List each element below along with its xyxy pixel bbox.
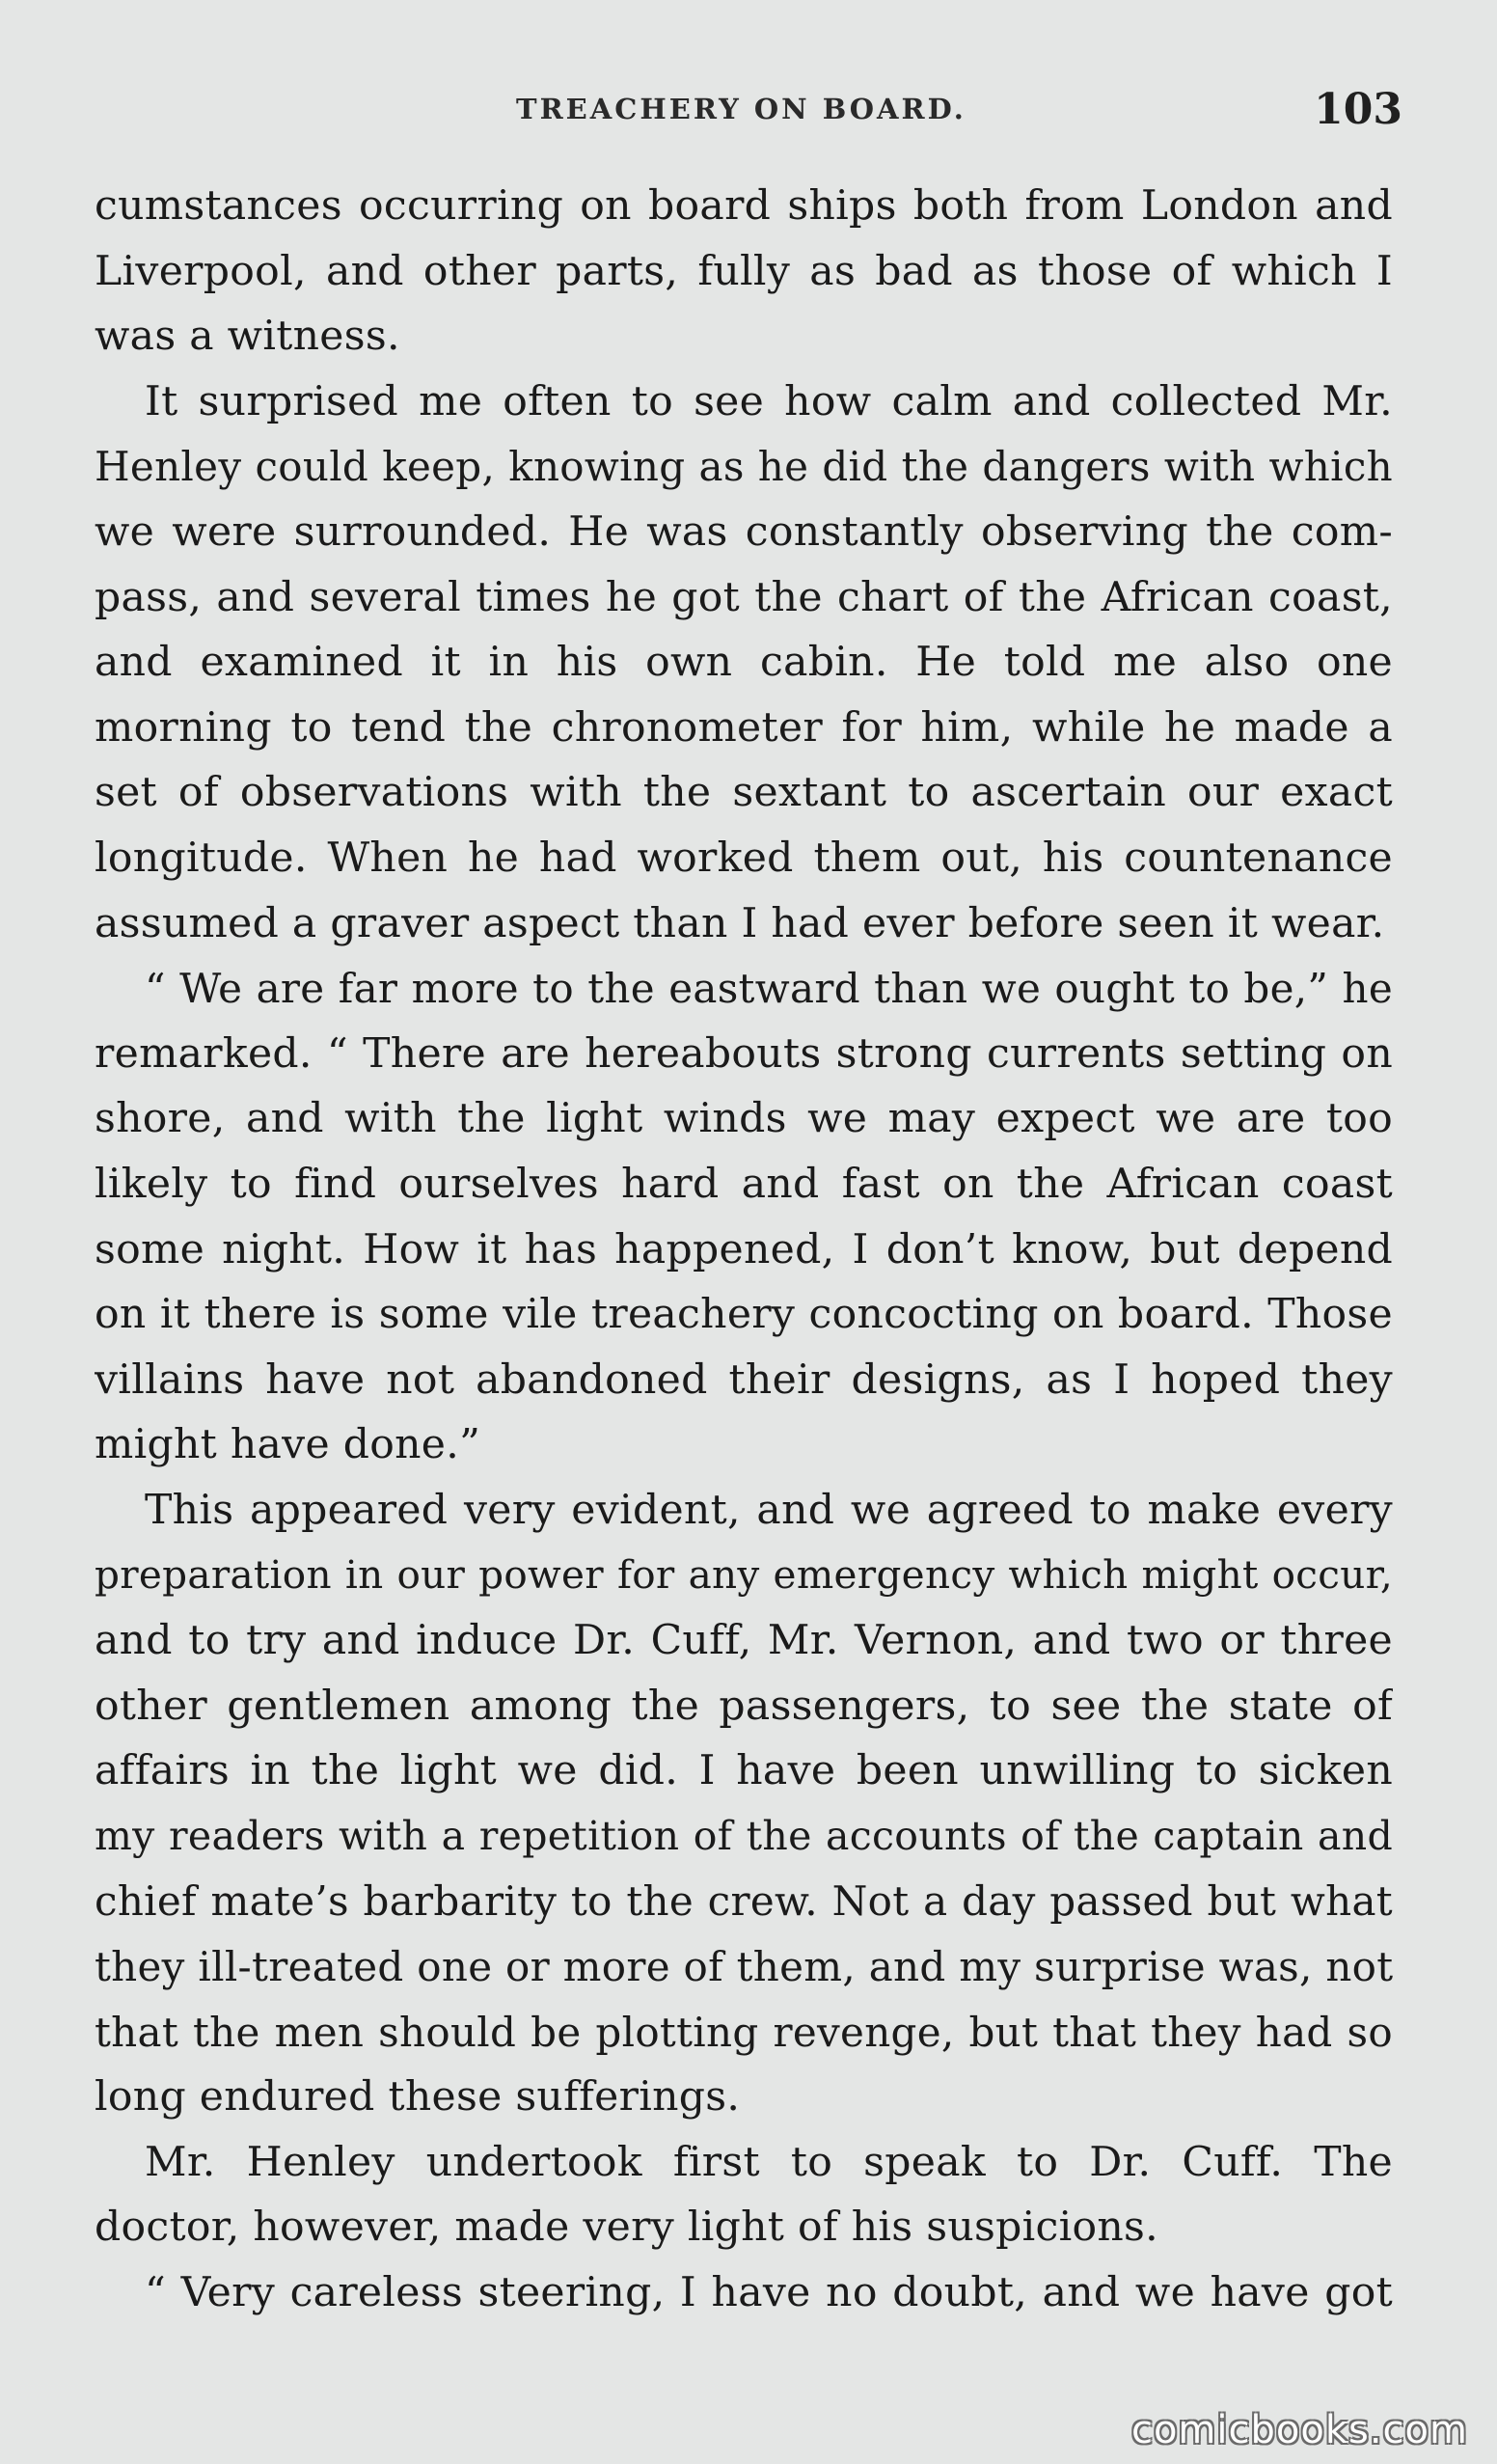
running-head: TREACHERY ON BOARD. xyxy=(516,93,966,125)
text-line: This appeared very evident, and we agreed to make every xyxy=(145,1486,1393,1534)
text-line: they ill-treated one or more of them, and my surprise was, not xyxy=(95,1943,1393,1991)
text-line: we were surrounded. He was constantly observing the com- xyxy=(95,507,1393,556)
text-line: that the men should be plotting revenge, but that they had so xyxy=(95,2008,1393,2056)
text-line: doctor, however, made very light of his suspicions. xyxy=(95,2204,1158,2252)
text-line: Henley could keep, knowing as he did the dangers with which xyxy=(95,443,1393,491)
text-line: shore, and with the light winds we may expect we are too xyxy=(95,1095,1393,1143)
text-line: “ We are far more to the eastward than we ought to be,” he xyxy=(145,965,1393,1013)
text-line: my readers with a repetition of the accounts of the captain and xyxy=(95,1812,1393,1859)
text-line: It surprised me often to see how calm and collected Mr. xyxy=(145,377,1393,425)
text-line: likely to find ourselves hard and fast on the African coast xyxy=(95,1160,1393,1208)
text-line: and to try and induce Dr. Cuff, Mr. Vernon, and two or three xyxy=(95,1617,1393,1665)
text-line: and examined it in his own cabin. He told me also one xyxy=(95,639,1393,687)
text-line: preparation in our power for any emergency which might occur, xyxy=(95,1551,1393,1599)
page-number: 103 xyxy=(1314,85,1402,134)
text-line: assumed a graver aspect than I had ever before seen it wear. xyxy=(95,899,1385,947)
body-text xyxy=(95,174,1393,2326)
text-line: villains have not abandoned their designs, as I hoped they xyxy=(95,1355,1393,1404)
text-line: other gentlemen among the passengers, to see the state of xyxy=(95,1682,1393,1730)
text-line: some night. How it has happened, I don’t know, but depend xyxy=(95,1225,1393,1273)
text-line: longitude. When he had worked them out, his countenance xyxy=(95,834,1393,882)
text-line: Liverpool, and other parts, fully as bad as those of which I xyxy=(95,247,1393,295)
text-line: long endured these sufferings. xyxy=(95,2073,741,2122)
text-line: set of observations with the sextant to ascertain our exact xyxy=(95,769,1393,817)
text-line: affairs in the light we did. I have been unwilling to sicken xyxy=(95,1747,1393,1795)
text-line: remarked. “ There are hereabouts strong currents setting on xyxy=(95,1029,1393,1078)
text-line: “ Very careless steering, I have no doubt, and we have got xyxy=(145,2269,1393,2316)
text-line: was a witness. xyxy=(95,313,400,361)
text-line: cumstances occurring on board ships both from London and xyxy=(95,182,1393,230)
watermark: comicbooks.com xyxy=(1130,2408,1468,2452)
text-line: Mr. Henley undertook first to speak to Dr. Cuff. The xyxy=(145,2138,1393,2186)
text-line: might have done.” xyxy=(95,1421,481,1469)
text-line: morning to tend the chronometer for him, while he made a xyxy=(95,703,1393,752)
text-line: chief mate’s barbarity to the crew. Not a day passed but what xyxy=(95,1877,1393,1926)
text-line: pass, and several times he got the chart of the African coast, xyxy=(95,573,1393,621)
text-line: on it there is some vile treachery concocting on board. Those xyxy=(95,1291,1393,1339)
